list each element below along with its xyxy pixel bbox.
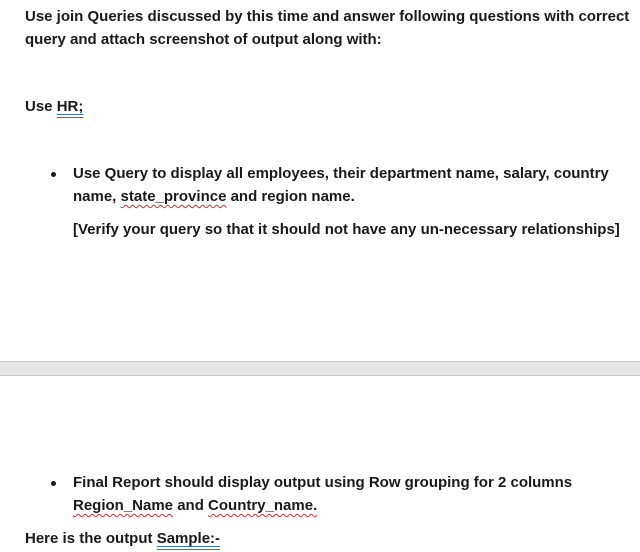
task2-line-1: Final Report should display output using Row grouping for 2 columns [73, 474, 573, 491]
footer-line [25, 529, 220, 549]
task1-line-2 [73, 187, 355, 207]
schema-prefix: Use [25, 98, 57, 115]
sample-link[interactable]: Sample:- [156, 530, 221, 547]
footer-prefix: Here is the output [25, 530, 157, 547]
intro-line-2: query and attach screenshot of output along with: [25, 31, 382, 48]
document-page-bottom [0, 376, 640, 552]
bullet-icon [51, 172, 56, 177]
schema-name-link[interactable]: HR; [56, 98, 84, 115]
task2-line-2 [73, 496, 317, 516]
country-name-term: Country_name. [208, 497, 318, 514]
bullet-icon [51, 481, 56, 486]
region-name-term: Region_Name [73, 497, 174, 514]
task1-line-2-after: and region name. [226, 188, 355, 205]
task1-note: [Verify your query so that it should not have any un-necessary relationships] [73, 221, 620, 238]
task2-line-2-mid: and [173, 497, 209, 514]
task1-line-1: Use Query to display all employees, their department name, salary, country [73, 165, 609, 182]
state-province-term: state_province [120, 188, 227, 205]
page-break [0, 361, 640, 376]
schema-line [25, 97, 83, 117]
intro-line-1: Use join Queries discussed by this time and answer following questions with correct [25, 8, 630, 25]
task1-line-2-before: name, [73, 188, 121, 205]
